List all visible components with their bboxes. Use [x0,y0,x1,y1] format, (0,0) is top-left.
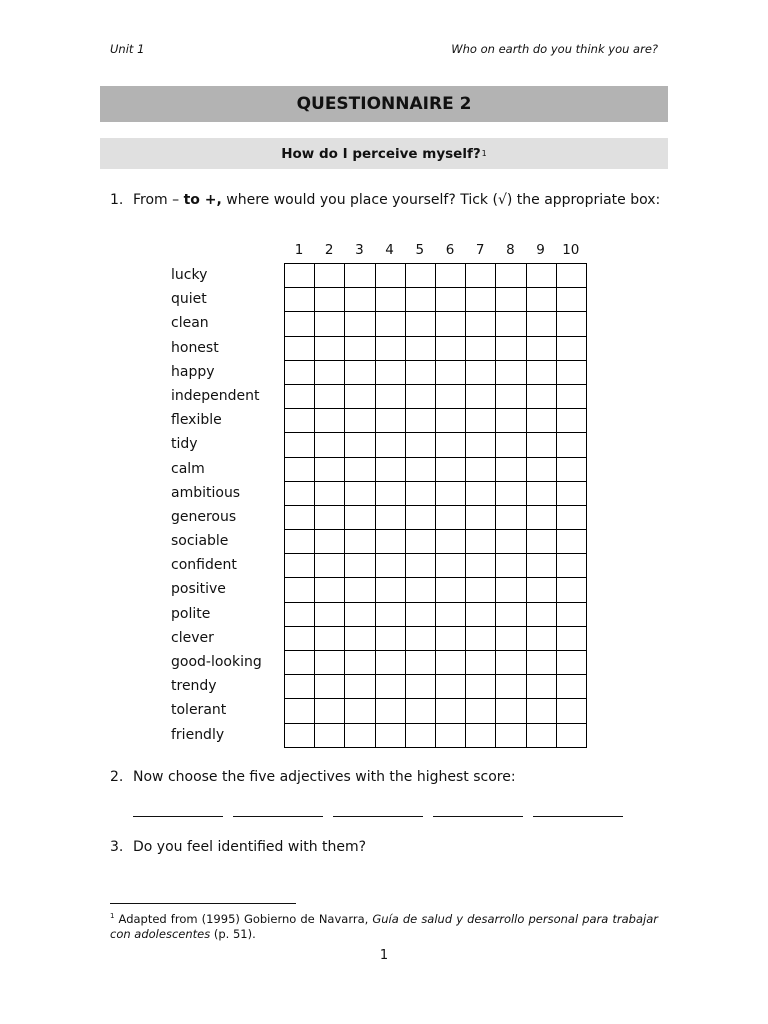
rating-checkbox[interactable] [556,505,586,529]
rating-checkbox[interactable] [466,626,496,650]
rating-checkbox[interactable] [435,457,465,481]
rating-row [285,675,587,699]
rating-checkbox[interactable] [435,312,465,336]
rating-checkbox[interactable] [556,723,586,747]
rating-checkbox[interactable] [556,530,586,554]
rating-checkbox[interactable] [556,651,586,675]
rating-row [285,505,587,529]
scale-number: 1 [294,242,304,258]
rating-checkbox[interactable] [526,288,556,312]
question-1-number: 1. [110,192,124,208]
adjective-label: independent [171,387,260,404]
rating-checkbox[interactable] [315,505,345,529]
rating-checkbox[interactable] [526,699,556,723]
rating-checkbox[interactable] [375,554,405,578]
rating-checkbox[interactable] [405,384,435,408]
rating-checkbox[interactable] [526,384,556,408]
rating-checkbox[interactable] [285,651,315,675]
rating-checkbox[interactable] [496,264,526,288]
rating-checkbox[interactable] [496,578,526,602]
question-2-number: 2. [110,769,124,785]
rating-checkbox[interactable] [496,288,526,312]
rating-checkbox[interactable] [285,578,315,602]
rating-checkbox[interactable] [496,433,526,457]
rating-checkbox[interactable] [375,723,405,747]
rating-checkbox[interactable] [556,409,586,433]
rating-checkbox[interactable] [375,433,405,457]
rating-checkbox[interactable] [375,360,405,384]
rating-checkbox[interactable] [435,409,465,433]
rating-checkbox[interactable] [466,360,496,384]
rating-checkbox[interactable] [466,699,496,723]
rating-checkbox[interactable] [315,481,345,505]
rating-checkbox[interactable] [345,675,375,699]
adjective-label: polite [171,605,211,622]
rating-checkbox[interactable] [526,409,556,433]
rating-checkbox[interactable] [315,336,345,360]
rating-checkbox[interactable] [466,433,496,457]
rating-checkbox[interactable] [556,578,586,602]
rating-checkbox[interactable] [526,651,556,675]
rating-checkbox[interactable] [496,384,526,408]
rating-checkbox[interactable] [285,457,315,481]
answer-blank[interactable] [433,802,523,817]
rating-checkbox[interactable] [435,699,465,723]
adjective-label: flexible [171,412,222,429]
rating-checkbox[interactable] [285,433,315,457]
rating-row [285,264,587,288]
rating-checkbox[interactable] [405,312,435,336]
rating-checkbox[interactable] [526,675,556,699]
rating-checkbox[interactable] [285,675,315,699]
rating-checkbox[interactable] [345,626,375,650]
rating-checkbox[interactable] [466,505,496,529]
footnote-ref: 1 [110,912,115,920]
rating-checkbox[interactable] [285,288,315,312]
rating-checkbox[interactable] [466,602,496,626]
rating-checkbox[interactable] [405,409,435,433]
rating-checkbox[interactable] [375,384,405,408]
answer-blank[interactable] [533,802,623,817]
rating-checkbox[interactable] [435,651,465,675]
rating-checkbox[interactable] [315,554,345,578]
rating-checkbox[interactable] [556,699,586,723]
rating-checkbox[interactable] [435,675,465,699]
rating-checkbox[interactable] [315,602,345,626]
question-1-bold: to +, [183,192,222,208]
scale-number: 7 [475,242,485,258]
rating-checkbox[interactable] [405,481,435,505]
rating-checkbox[interactable] [496,530,526,554]
rating-checkbox[interactable] [405,699,435,723]
rating-checkbox[interactable] [496,651,526,675]
rating-checkbox[interactable] [375,578,405,602]
rating-checkbox[interactable] [375,312,405,336]
rating-checkbox[interactable] [315,651,345,675]
rating-checkbox[interactable] [496,409,526,433]
rating-checkbox[interactable] [345,288,375,312]
rating-row [285,723,587,747]
rating-checkbox[interactable] [375,505,405,529]
rating-checkbox[interactable] [345,384,375,408]
rating-checkbox[interactable] [285,699,315,723]
rating-checkbox[interactable] [496,312,526,336]
rating-row [285,384,587,408]
rating-checkbox[interactable] [556,336,586,360]
rating-checkbox[interactable] [345,409,375,433]
rating-checkbox[interactable] [375,675,405,699]
adjective-label: ambitious [171,484,241,501]
rating-checkbox[interactable] [315,288,345,312]
adjective-label: clever [171,629,214,646]
rating-checkbox[interactable] [345,602,375,626]
rating-checkbox[interactable] [556,288,586,312]
rating-checkbox[interactable] [405,578,435,602]
rating-checkbox[interactable] [345,578,375,602]
adjective-label: clean [171,315,209,332]
rating-checkbox[interactable] [345,336,375,360]
rating-checkbox[interactable] [556,457,586,481]
rating-checkbox[interactable] [556,626,586,650]
rating-checkbox[interactable] [526,312,556,336]
rating-checkbox[interactable] [526,723,556,747]
rating-checkbox[interactable] [315,723,345,747]
scale-number: 9 [536,242,545,258]
adjective-label: friendly [171,726,225,743]
rating-checkbox[interactable] [375,626,405,650]
rating-checkbox[interactable] [345,433,375,457]
rating-checkbox[interactable] [435,626,465,650]
rating-checkbox[interactable] [526,481,556,505]
rating-checkbox[interactable] [315,312,345,336]
page-number: 1 [379,948,389,963]
rating-checkbox[interactable] [405,530,435,554]
rating-checkbox[interactable] [405,602,435,626]
rating-checkbox[interactable] [496,602,526,626]
rating-checkbox[interactable] [526,626,556,650]
rating-checkbox[interactable] [405,288,435,312]
rating-row [285,409,587,433]
rating-checkbox[interactable] [405,675,435,699]
rating-row [285,530,587,554]
rating-checkbox[interactable] [556,602,586,626]
rating-checkbox[interactable] [496,336,526,360]
rating-checkbox[interactable] [526,360,556,384]
rating-checkbox[interactable] [375,481,405,505]
rating-checkbox[interactable] [526,530,556,554]
adjective-label: confident [171,557,237,574]
answer-blank[interactable] [233,802,323,817]
rating-checkbox[interactable] [496,360,526,384]
rating-checkbox[interactable] [556,360,586,384]
answer-blanks [133,802,623,817]
rating-checkbox[interactable] [466,336,496,360]
page-title-bar [100,86,668,122]
rating-checkbox[interactable] [466,384,496,408]
rating-row [285,336,587,360]
rating-checkbox[interactable] [285,409,315,433]
rating-checkbox[interactable] [435,360,465,384]
rating-checkbox[interactable] [466,651,496,675]
rating-checkbox[interactable] [315,384,345,408]
rating-checkbox[interactable] [435,288,465,312]
rating-checkbox[interactable] [375,457,405,481]
rating-row [285,602,587,626]
adjective-label: trendy [171,678,217,695]
rating-row [285,699,587,723]
rating-checkbox[interactable] [345,554,375,578]
question-1-text [133,192,673,208]
rating-checkbox[interactable] [466,675,496,699]
adjective-list [171,263,262,747]
rating-checkbox[interactable] [375,288,405,312]
rating-row [285,651,587,675]
rating-checkbox[interactable] [526,457,556,481]
rating-checkbox[interactable] [375,409,405,433]
rating-checkbox[interactable] [315,360,345,384]
rating-checkbox[interactable] [405,723,435,747]
rating-checkbox[interactable] [375,602,405,626]
rating-checkbox[interactable] [345,530,375,554]
rating-checkbox[interactable] [345,505,375,529]
rating-checkbox[interactable] [435,578,465,602]
subtitle-footnote-ref: 1 [481,149,487,158]
rating-checkbox[interactable] [556,384,586,408]
rating-checkbox[interactable] [285,481,315,505]
rating-checkbox[interactable] [375,336,405,360]
adjective-label: quiet [171,291,207,308]
rating-checkbox[interactable] [405,505,435,529]
rating-row [285,312,587,336]
rating-checkbox[interactable] [315,699,345,723]
rating-checkbox[interactable] [496,554,526,578]
rating-row [285,360,587,384]
rating-checkbox[interactable] [285,554,315,578]
rating-checkbox[interactable] [285,530,315,554]
rating-checkbox[interactable] [345,360,375,384]
rating-checkbox[interactable] [556,264,586,288]
rating-checkbox[interactable] [405,336,435,360]
rating-checkbox[interactable] [315,264,345,288]
rating-checkbox[interactable] [466,457,496,481]
rating-checkbox[interactable] [405,264,435,288]
rating-checkbox[interactable] [375,699,405,723]
rating-checkbox[interactable] [466,481,496,505]
rating-checkbox[interactable] [435,602,465,626]
header-unit: Unit 1 [110,42,145,56]
scale-number: 4 [385,242,394,258]
rating-checkbox[interactable] [405,626,435,650]
rating-checkbox[interactable] [285,384,315,408]
rating-checkbox[interactable] [315,409,345,433]
question-3-number: 3. [110,839,124,855]
footnote-divider [110,903,296,904]
rating-checkbox[interactable] [496,626,526,650]
rating-checkbox[interactable] [345,699,375,723]
adjective-label: tidy [171,436,198,453]
question-3-text: Do you feel identified with them? [133,839,367,855]
subtitle: How do I perceive myself? [281,145,481,162]
adjective-label: positive [171,581,226,598]
rating-checkbox[interactable] [496,481,526,505]
rating-checkbox[interactable] [315,578,345,602]
scale-number: 6 [445,242,455,258]
rating-checkbox[interactable] [496,457,526,481]
rating-checkbox[interactable] [556,481,586,505]
rating-checkbox[interactable] [315,433,345,457]
rating-checkbox[interactable] [496,675,526,699]
rating-checkbox[interactable] [345,723,375,747]
adjective-label: tolerant [171,702,227,719]
rating-checkbox[interactable] [526,505,556,529]
footnote [110,909,658,942]
rating-checkbox[interactable] [405,360,435,384]
rating-checkbox[interactable] [526,264,556,288]
rating-row [285,626,587,650]
rating-checkbox[interactable] [285,360,315,384]
rating-checkbox[interactable] [285,626,315,650]
rating-grid [284,263,587,748]
answer-blank[interactable] [133,802,223,817]
answer-blank[interactable] [333,802,423,817]
rating-row [285,457,587,481]
rating-checkbox[interactable] [285,602,315,626]
rating-checkbox[interactable] [285,312,315,336]
rating-checkbox[interactable] [345,651,375,675]
rating-row [285,433,587,457]
header-title: Who on earth do you think you are? [451,42,658,56]
adjective-label: calm [171,460,205,477]
rating-checkbox[interactable] [405,457,435,481]
question-2-text: Now choose the five adjectives with the highest score: [133,769,516,785]
rating-checkbox[interactable] [556,433,586,457]
rating-checkbox[interactable] [466,288,496,312]
rating-checkbox[interactable] [466,312,496,336]
subtitle-bar [100,138,668,169]
scale-number: 8 [506,242,515,258]
rating-row [285,288,587,312]
adjective-label: generous [171,508,237,525]
footnote-text-start: Adapted from (1995) Gobierno de Navarra, [114,911,373,926]
rating-checkbox[interactable] [466,409,496,433]
rating-checkbox[interactable] [466,578,496,602]
scale-number: 2 [324,242,334,258]
scale-number: 10 [562,242,580,258]
rating-checkbox[interactable] [556,675,586,699]
page-title: QUESTIONNAIRE 2 [296,94,472,114]
rating-checkbox[interactable] [405,433,435,457]
rating-checkbox[interactable] [375,264,405,288]
rating-checkbox[interactable] [435,384,465,408]
rating-checkbox[interactable] [405,651,435,675]
question-1-text-start: From – [133,192,184,208]
rating-checkbox[interactable] [435,336,465,360]
rating-checkbox[interactable] [496,505,526,529]
rating-checkbox[interactable] [285,264,315,288]
rating-checkbox[interactable] [466,554,496,578]
rating-checkbox[interactable] [435,505,465,529]
rating-checkbox[interactable] [375,651,405,675]
adjective-label: lucky [171,267,208,283]
rating-checkbox[interactable] [435,481,465,505]
rating-checkbox[interactable] [435,723,465,747]
rating-checkbox[interactable] [285,336,315,360]
rating-checkbox[interactable] [345,481,375,505]
rating-checkbox[interactable] [496,699,526,723]
rating-checkbox[interactable] [526,578,556,602]
rating-checkbox[interactable] [496,723,526,747]
rating-checkbox[interactable] [526,602,556,626]
rating-row [285,554,587,578]
adjective-label: sociable [171,533,229,550]
rating-checkbox[interactable] [375,530,405,554]
footnote-text-end: (p. 51). [210,926,256,941]
rating-checkbox[interactable] [466,530,496,554]
scale-number: 5 [415,242,425,258]
rating-checkbox[interactable] [285,505,315,529]
rating-checkbox[interactable] [526,336,556,360]
footnote-italic-title: Guía de salud y desarrollo personal para trabajar con adolescentes [110,911,658,941]
rating-checkbox[interactable] [556,554,586,578]
rating-checkbox[interactable] [435,554,465,578]
rating-checkbox[interactable] [345,457,375,481]
rating-checkbox[interactable] [556,312,586,336]
scale-number: 3 [355,242,364,258]
rating-checkbox[interactable] [315,457,345,481]
rating-checkbox[interactable] [345,312,375,336]
adjective-label: honest [171,339,219,356]
rating-checkbox[interactable] [315,675,345,699]
rating-checkbox[interactable] [285,723,315,747]
question-1-text-end: where would you place yourself? Tick (√) the appropriate box: [221,192,661,208]
rating-checkbox[interactable] [315,530,345,554]
rating-checkbox[interactable] [466,723,496,747]
rating-row [285,578,587,602]
rating-checkbox[interactable] [435,530,465,554]
rating-checkbox[interactable] [345,264,375,288]
rating-checkbox[interactable] [315,626,345,650]
rating-checkbox[interactable] [435,433,465,457]
adjective-label: happy [171,363,215,380]
rating-checkbox[interactable] [435,264,465,288]
rating-row [285,481,587,505]
rating-checkbox[interactable] [526,554,556,578]
rating-checkbox[interactable] [405,554,435,578]
rating-checkbox[interactable] [526,433,556,457]
rating-checkbox[interactable] [466,264,496,288]
adjective-label: good-looking [171,654,262,670]
